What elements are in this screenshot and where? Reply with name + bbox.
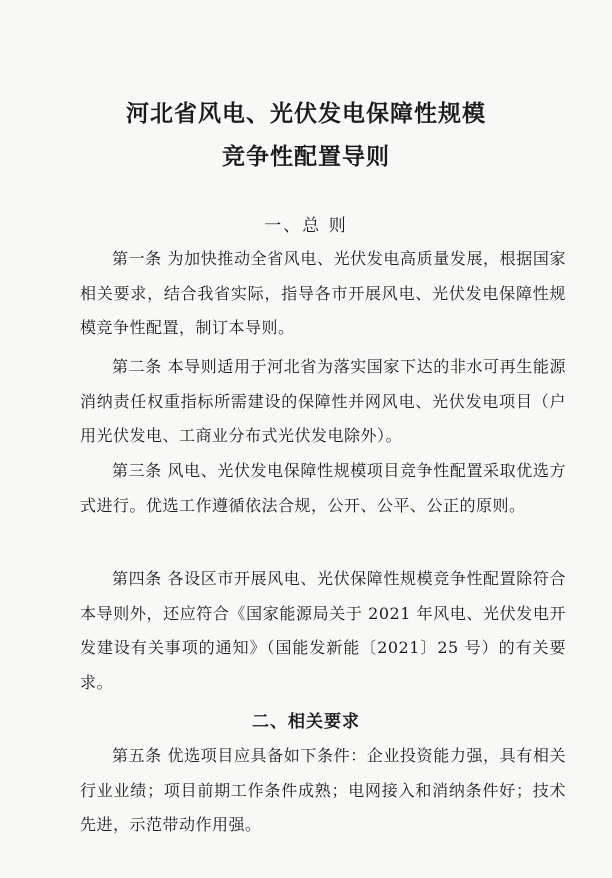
- section-heading-general: 一、总 则: [264, 216, 348, 236]
- document-title-line1: 河北省风电、光伏发电保障性规模: [126, 100, 486, 127]
- article-2: 第二条 本导则适用于河北省为落实国家下达的非水可再生能源消纳责任权重指标所需建设的保障性并网风电、光伏发电项目（户用光伏发电、工商业分布式光伏发电除外）。: [80, 357, 566, 445]
- document-title-line2: 竞争性配置导则: [222, 143, 390, 170]
- article-1: 第一条 为加快推动全省风电、光伏发电高质量发展，根据国家相关要求，结合我省实际，指导各市开展风电、光伏发电保障性规模竞争性配置，制订本导则。: [80, 249, 566, 337]
- section-heading-requirements: 二、相关要求: [252, 712, 360, 732]
- article-5: 第五条 优选项目应具备如下条件：企业投资能力强，具有相关行业业绩；项目前期工作条件成熟；电网接入和消纳条件好；技术先进，示范带动作用强。: [80, 746, 566, 834]
- article-4: 第四条 各设区市开展风电、光伏保障性规模竞争性配置除符合本导则外，还应符合《国家能源局关于 2021 年风电、光伏发电开发建设有关事项的通知》（国能发新能〔2021〕25 号）的有关要求。: [80, 569, 566, 692]
- article-3: 第三条 风电、光伏发电保障性规模项目竞争性配置采取优选方式进行。优选工作遵循依法合规，公开、公平、公正的原则。: [80, 461, 566, 515]
